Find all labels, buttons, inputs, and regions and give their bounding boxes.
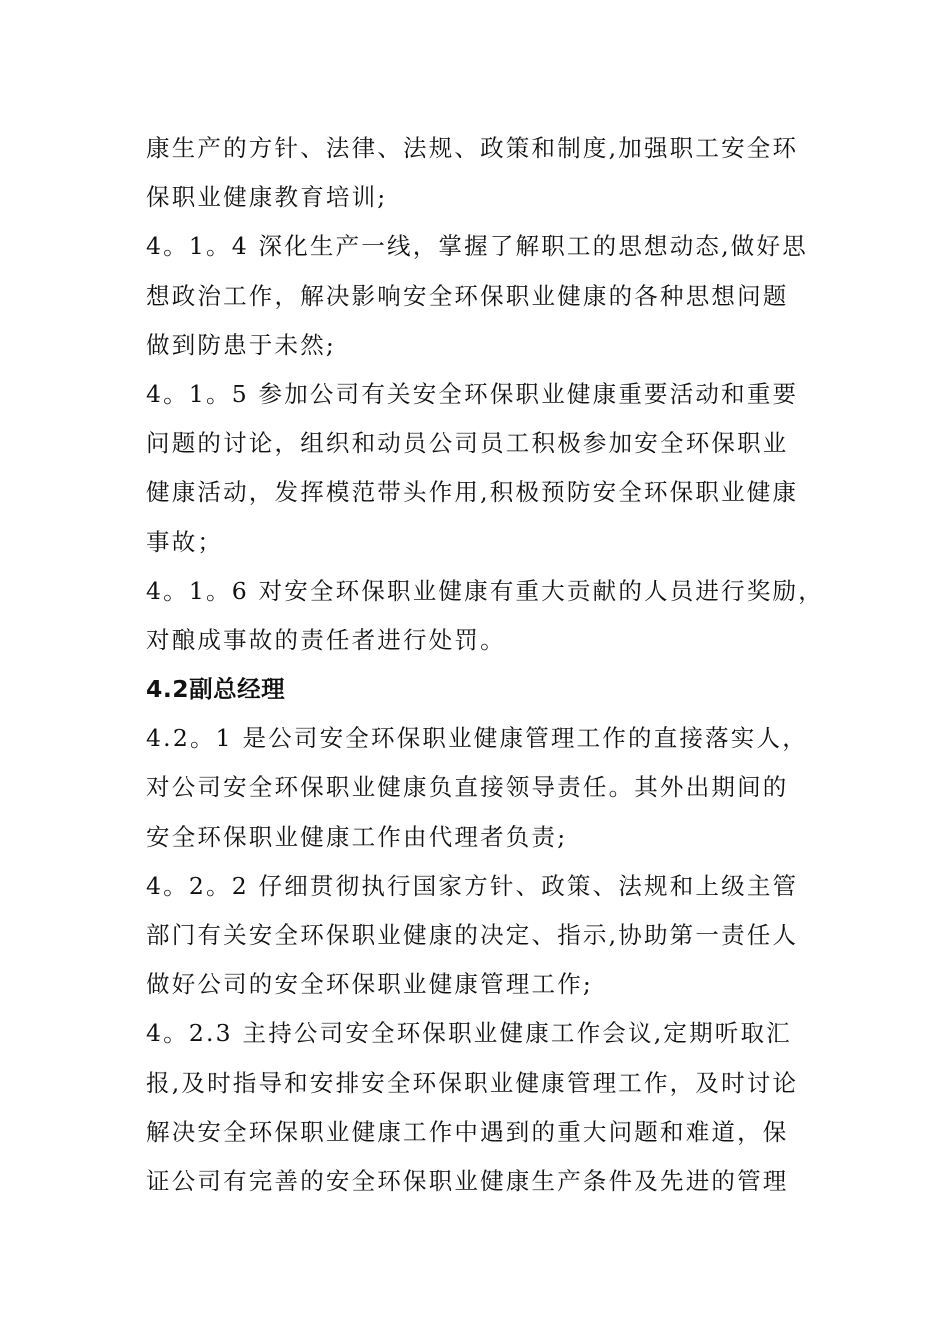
text-line: 报,及时指导和安排安全环保职业健康管理工作，及时讨论 [146, 1068, 799, 1097]
text-line: 做到防患于未然; [146, 330, 337, 359]
document-body [146, 124, 846, 1206]
text-line: 想政治工作，解决影响安全环保职业健康的各种思想问题 [146, 281, 789, 310]
text-line: 问题的讨论，组织和动员公司员工积极参加安全环保职业 [146, 429, 789, 458]
text-line: 康生产的方针、法律、法规、政策和制度,加强职工安全环 [146, 134, 799, 162]
text-line: 4。1。4 深化生产一线，掌握了解职工的思想动态,做好思 [146, 232, 808, 261]
text-line: 4.2。1 是公司安全环保职业健康管理工作的直接落实人， [146, 724, 808, 753]
text-line: 事故； [146, 527, 224, 556]
text-line: 4。2.3 主持公司安全环保职业健康工作会议,定期听取汇 [146, 1019, 792, 1048]
text-line: 安全环保职业健康工作由代理者负责; [146, 822, 568, 851]
text-line: 做好公司的安全环保职业健康管理工作; [146, 970, 594, 999]
text-line: 4。2。2 仔细贯彻执行国家方针、政策、法规和上级主管 [146, 871, 799, 900]
text-line: 保职业健康教育培训; [146, 183, 388, 212]
text-line: 4。1。5 参加公司有关安全环保职业健康重要活动和重要 [146, 379, 799, 408]
text-line: 对公司安全环保职业健康负直接领导责任。其外出期间的 [146, 773, 789, 802]
text-line: 部门有关安全环保职业健康的决定、指示,协助第一责任人 [146, 921, 799, 949]
text-line: 健康活动，发挥模范带头作用,积极预防安全环保职业健康 [146, 478, 799, 507]
text-line: 解决安全环保职业健康工作中遇到的重大问题和难道，保 [146, 1117, 789, 1146]
text-line: 证公司有完善的安全环保职业健康生产条件及先进的管理 [146, 1166, 789, 1195]
text-line: 对酿成事故的责任者进行处罚。 [146, 625, 506, 654]
text-line: 4。1。6 对安全环保职业健康有重大贡献的人员进行奖励， [146, 576, 824, 605]
section-heading: 4.2副总经理 [146, 675, 286, 704]
